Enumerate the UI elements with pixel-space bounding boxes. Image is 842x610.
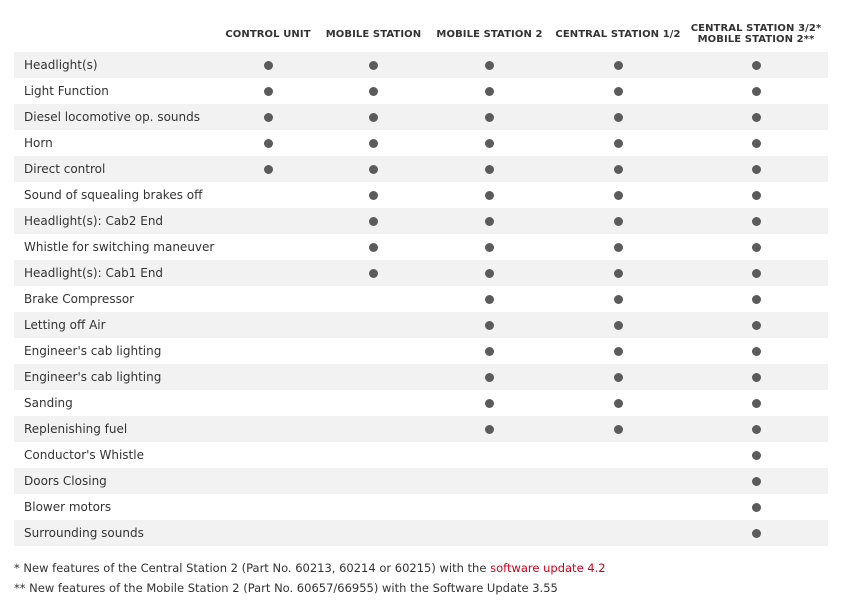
filled-circle-icon: [369, 139, 378, 148]
feature-comparison: [14, 16, 828, 546]
support-cell: [552, 312, 684, 338]
table-row: [14, 260, 828, 286]
filled-circle-icon: [614, 191, 623, 200]
filled-circle-icon: [614, 165, 623, 174]
support-cell: [216, 182, 320, 208]
filled-circle-icon: [614, 61, 623, 70]
filled-circle-icon: [614, 347, 623, 356]
support-cell: [320, 260, 427, 286]
support-cell: [320, 156, 427, 182]
support-cell: [427, 416, 552, 442]
support-cell: [684, 234, 828, 260]
feature-name: Whistle for switching maneuver: [14, 234, 216, 260]
table-row: [14, 468, 828, 494]
support-cell: [216, 494, 320, 520]
filled-circle-icon: [485, 113, 494, 122]
feature-name: Sanding: [14, 390, 216, 416]
feature-name: Light Function: [14, 78, 216, 104]
software-update-link[interactable]: software update 4.2: [490, 561, 606, 575]
table-row: [14, 208, 828, 234]
table-body: [14, 52, 828, 546]
feature-name: Headlight(s): Cab1 End: [14, 260, 216, 286]
support-cell: [216, 52, 320, 78]
feature-name: Sound of squealing brakes off: [14, 182, 216, 208]
support-cell: [684, 156, 828, 182]
support-cell: [320, 468, 427, 494]
filled-circle-icon: [614, 425, 623, 434]
support-cell: [552, 234, 684, 260]
filled-circle-icon: [614, 269, 623, 278]
support-cell: [684, 338, 828, 364]
support-cell: [427, 234, 552, 260]
filled-circle-icon: [485, 425, 494, 434]
filled-circle-icon: [752, 477, 761, 486]
feature-name: Replenishing fuel: [14, 416, 216, 442]
filled-circle-icon: [752, 61, 761, 70]
filled-circle-icon: [614, 373, 623, 382]
feature-name: Letting off Air: [14, 312, 216, 338]
support-cell: [320, 234, 427, 260]
feature-name: Diesel locomotive op. sounds: [14, 104, 216, 130]
filled-circle-icon: [369, 191, 378, 200]
table-row: [14, 494, 828, 520]
feature-name: Headlight(s): [14, 52, 216, 78]
support-cell: [216, 234, 320, 260]
filled-circle-icon: [752, 425, 761, 434]
filled-circle-icon: [752, 321, 761, 330]
filled-circle-icon: [485, 295, 494, 304]
support-cell: [320, 442, 427, 468]
filled-circle-icon: [485, 217, 494, 226]
filled-circle-icon: [485, 373, 494, 382]
column-header-label-line2: MOBILE STATION 2**: [697, 34, 815, 45]
support-cell: [320, 182, 427, 208]
filled-circle-icon: [614, 399, 623, 408]
support-cell: [320, 286, 427, 312]
support-cell: [552, 390, 684, 416]
filled-circle-icon: [485, 347, 494, 356]
support-cell: [216, 104, 320, 130]
support-cell: [320, 130, 427, 156]
table-row: [14, 338, 828, 364]
filled-circle-icon: [369, 87, 378, 96]
filled-circle-icon: [485, 321, 494, 330]
support-cell: [684, 494, 828, 520]
feature-name: Direct control: [14, 156, 216, 182]
support-cell: [552, 260, 684, 286]
support-cell: [320, 390, 427, 416]
filled-circle-icon: [485, 399, 494, 408]
column-header-label: MOBILE STATION 2: [436, 28, 543, 40]
filled-circle-icon: [752, 269, 761, 278]
feature-table: [14, 16, 828, 546]
column-header: [216, 16, 320, 52]
column-header: [320, 16, 427, 52]
support-cell: [320, 312, 427, 338]
filled-circle-icon: [369, 113, 378, 122]
support-cell: [552, 182, 684, 208]
table-row: [14, 520, 828, 546]
support-cell: [427, 130, 552, 156]
support-cell: [216, 338, 320, 364]
support-cell: [427, 442, 552, 468]
support-cell: [684, 260, 828, 286]
feature-name: Brake Compressor: [14, 286, 216, 312]
filled-circle-icon: [264, 113, 273, 122]
support-cell: [684, 416, 828, 442]
support-cell: [552, 494, 684, 520]
support-cell: [216, 520, 320, 546]
support-cell: [552, 442, 684, 468]
support-cell: [552, 416, 684, 442]
feature-name: Engineer's cab lighting: [14, 364, 216, 390]
filled-circle-icon: [752, 217, 761, 226]
support-cell: [320, 494, 427, 520]
filled-circle-icon: [752, 139, 761, 148]
support-cell: [320, 78, 427, 104]
support-cell: [684, 468, 828, 494]
support-cell: [427, 390, 552, 416]
support-cell: [427, 78, 552, 104]
filled-circle-icon: [485, 61, 494, 70]
support-cell: [216, 364, 320, 390]
filled-circle-icon: [752, 165, 761, 174]
table-row: [14, 312, 828, 338]
filled-circle-icon: [752, 373, 761, 382]
support-cell: [216, 390, 320, 416]
footnote-text: * New features of the Central Station 2 (Part No. 60213, 60214 or 60215) with the: [14, 561, 491, 575]
filled-circle-icon: [614, 113, 623, 122]
feature-name: Engineer's cab lighting: [14, 338, 216, 364]
feature-name: Headlight(s): Cab2 End: [14, 208, 216, 234]
support-cell: [552, 338, 684, 364]
support-cell: [684, 364, 828, 390]
support-cell: [552, 520, 684, 546]
table-row: [14, 364, 828, 390]
support-cell: [552, 130, 684, 156]
support-cell: [427, 312, 552, 338]
support-cell: [216, 130, 320, 156]
header-feature-column: [14, 16, 216, 52]
footnote-mobile-station: ** New features of the Mobile Station 2 (Part No. 60657/66955) with the Software Update 3.55: [14, 581, 558, 595]
support-cell: [684, 52, 828, 78]
filled-circle-icon: [752, 87, 761, 96]
support-cell: [552, 468, 684, 494]
support-cell: [216, 156, 320, 182]
support-cell: [427, 520, 552, 546]
support-cell: [427, 286, 552, 312]
filled-circle-icon: [485, 139, 494, 148]
support-cell: [552, 78, 684, 104]
table-row: [14, 78, 828, 104]
support-cell: [216, 208, 320, 234]
column-header-label: CENTRAL STATION 1/2: [555, 28, 681, 40]
filled-circle-icon: [369, 243, 378, 252]
table-row: [14, 442, 828, 468]
support-cell: [427, 104, 552, 130]
support-cell: [684, 208, 828, 234]
support-cell: [552, 286, 684, 312]
support-cell: [427, 208, 552, 234]
column-header-label: CONTROL UNIT: [225, 28, 311, 40]
support-cell: [216, 78, 320, 104]
filled-circle-icon: [752, 113, 761, 122]
table-row: [14, 52, 828, 78]
support-cell: [216, 286, 320, 312]
support-cell: [320, 338, 427, 364]
feature-name: Surrounding sounds: [14, 520, 216, 546]
filled-circle-icon: [614, 87, 623, 96]
table-row: [14, 182, 828, 208]
filled-circle-icon: [752, 191, 761, 200]
support-cell: [216, 312, 320, 338]
feature-name: Blower motors: [14, 494, 216, 520]
filled-circle-icon: [614, 321, 623, 330]
filled-circle-icon: [485, 87, 494, 96]
table-row: [14, 286, 828, 312]
filled-circle-icon: [264, 61, 273, 70]
support-cell: [684, 312, 828, 338]
support-cell: [684, 104, 828, 130]
table-row: [14, 390, 828, 416]
filled-circle-icon: [264, 87, 273, 96]
support-cell: [552, 52, 684, 78]
support-cell: [320, 208, 427, 234]
table-row: [14, 156, 828, 182]
column-header: [684, 16, 828, 52]
support-cell: [320, 104, 427, 130]
table-row: [14, 104, 828, 130]
support-cell: [427, 156, 552, 182]
filled-circle-icon: [614, 243, 623, 252]
filled-circle-icon: [485, 191, 494, 200]
feature-name: Horn: [14, 130, 216, 156]
filled-circle-icon: [752, 295, 761, 304]
column-header-label: CENTRAL STATION 3/2*: [690, 23, 822, 34]
support-cell: [427, 468, 552, 494]
filled-circle-icon: [752, 451, 761, 460]
support-cell: [684, 286, 828, 312]
filled-circle-icon: [264, 165, 273, 174]
support-cell: [427, 182, 552, 208]
filled-circle-icon: [614, 139, 623, 148]
support-cell: [320, 520, 427, 546]
support-cell: [552, 104, 684, 130]
filled-circle-icon: [369, 61, 378, 70]
feature-name: Doors Closing: [14, 468, 216, 494]
filled-circle-icon: [369, 217, 378, 226]
table-header: [14, 16, 828, 52]
support-cell: [216, 468, 320, 494]
filled-circle-icon: [264, 139, 273, 148]
filled-circle-icon: [485, 165, 494, 174]
support-cell: [216, 260, 320, 286]
table-row: [14, 130, 828, 156]
filled-circle-icon: [752, 529, 761, 538]
filled-circle-icon: [485, 269, 494, 278]
support-cell: [427, 364, 552, 390]
support-cell: [320, 364, 427, 390]
filled-circle-icon: [752, 399, 761, 408]
support-cell: [427, 260, 552, 286]
footnotes: [14, 558, 606, 598]
filled-circle-icon: [752, 503, 761, 512]
support-cell: [552, 208, 684, 234]
support-cell: [552, 156, 684, 182]
filled-circle-icon: [485, 243, 494, 252]
column-header: [427, 16, 552, 52]
support-cell: [552, 364, 684, 390]
filled-circle-icon: [614, 217, 623, 226]
filled-circle-icon: [369, 165, 378, 174]
support-cell: [684, 390, 828, 416]
column-header: [552, 16, 684, 52]
support-cell: [427, 338, 552, 364]
support-cell: [684, 182, 828, 208]
table-row: [14, 234, 828, 260]
support-cell: [427, 52, 552, 78]
filled-circle-icon: [752, 243, 761, 252]
support-cell: [684, 442, 828, 468]
support-cell: [684, 78, 828, 104]
support-cell: [684, 520, 828, 546]
support-cell: [427, 494, 552, 520]
column-header-label: MOBILE STATION: [325, 28, 422, 40]
support-cell: [216, 416, 320, 442]
support-cell: [216, 442, 320, 468]
table-row: [14, 416, 828, 442]
support-cell: [320, 416, 427, 442]
filled-circle-icon: [752, 347, 761, 356]
support-cell: [684, 130, 828, 156]
footnote-central-station: [14, 558, 606, 578]
filled-circle-icon: [614, 295, 623, 304]
feature-name: Conductor's Whistle: [14, 442, 216, 468]
filled-circle-icon: [369, 269, 378, 278]
support-cell: [320, 52, 427, 78]
